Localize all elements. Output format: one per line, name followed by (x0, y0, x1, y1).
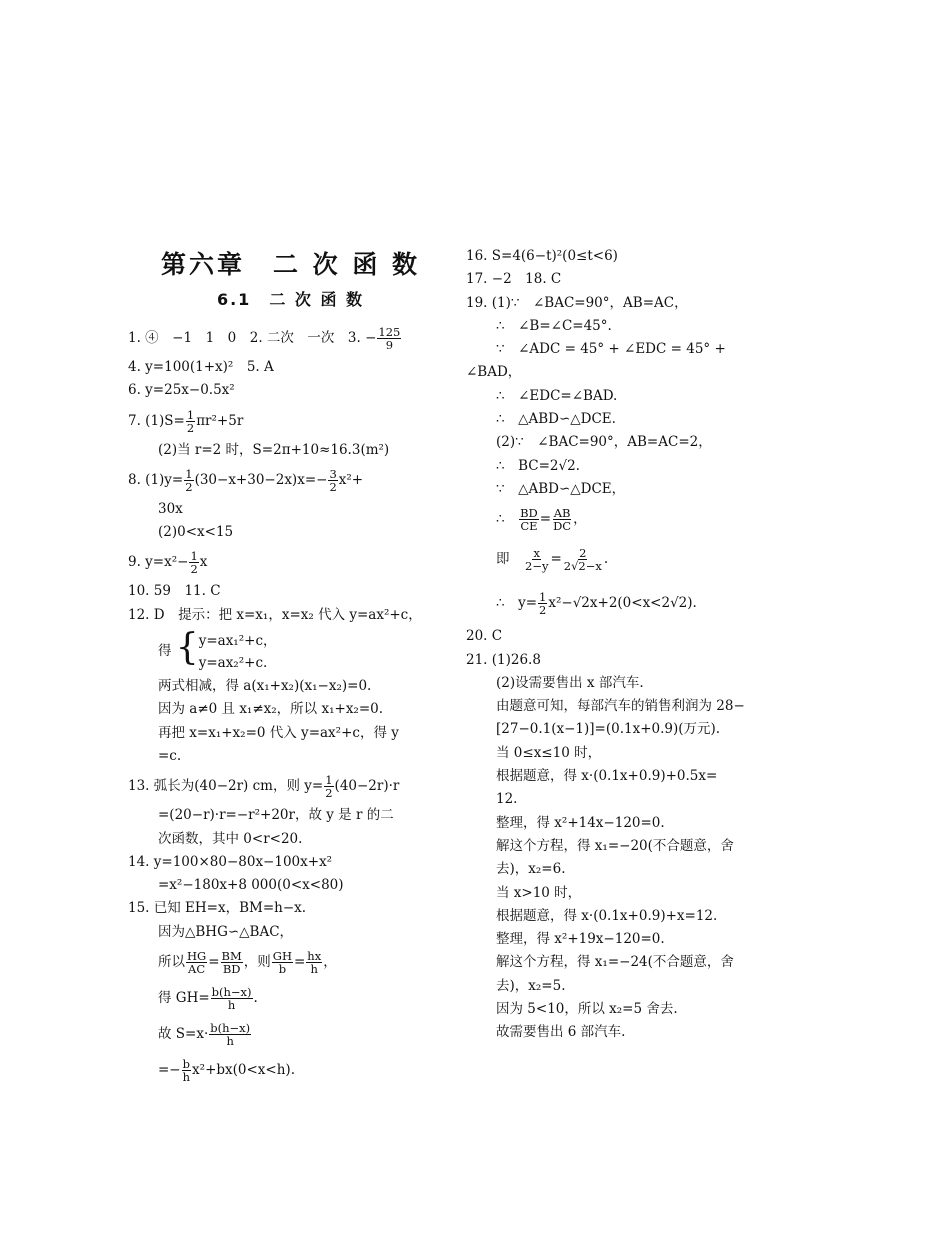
answer-line: 整理，得 x²+19x−120=0. (496, 931, 665, 948)
answer-line: (2)∵ ∠BAC=90°，AB=AC=2， (496, 434, 712, 451)
answer-line: 15. 已知 EH=x，BM=h−x. (128, 900, 307, 917)
answer-line: 8. (1)y= $\frac{1}{2}$ (30−x+30−2x)x=− $\frac{3}{2}$ x²+ (128, 466, 364, 494)
answer-line: 30x (158, 500, 183, 517)
answer-line: 14. y=100×80−80x−100x+x² (128, 853, 333, 870)
answer-line: ∴ BC=2√2. (496, 457, 580, 474)
answer-line: 因为 5<10，所以 x₂=5 舍去. (496, 1001, 678, 1018)
answer-line: 21. (1)26.8 (466, 651, 541, 668)
answer-line: =c. (158, 747, 182, 764)
answer-line: 当 x>10 时， (496, 884, 582, 901)
answer-line: 次函数，其中 0<r<20. (158, 830, 303, 847)
answer-line: 12. D 提示：把 x=x₁，x=x₂ 代入 y=ax²+c， (128, 606, 422, 623)
answer-line: ∴ $\frac{BD}{CE}$ = $\frac{AB}{DC}$ ， (496, 506, 587, 534)
answer-line: 12. (496, 791, 518, 808)
answer-line: ∵ △ABD∽△DCE， (496, 480, 626, 497)
answer-line: ∵ ∠ADC = 45° + ∠EDC = 45° + (496, 341, 726, 358)
answer-line: ∴ △ABD∽△DCE. (496, 411, 616, 428)
answer-line: 20. C (466, 628, 503, 645)
answer-line: 10. 59 11. C (128, 583, 221, 600)
section-title: 6.1 二 次 函 数 (216, 290, 365, 309)
answer-line: 1. ④ −1 1 0 2. 二次 一次 3. − $\frac{125}{9}$ (128, 324, 401, 352)
answer-line: 17. −2 18. C (466, 271, 562, 288)
right-column (466, 245, 792, 1045)
answer-line: 4. y=100(1+x)² 5. A (128, 359, 274, 375)
answer-line: 得 GH= $\frac{b(h-x)}{h}$ . (158, 984, 258, 1013)
answer-line: 6. y=25x−0.5x² (128, 382, 235, 399)
answer-line: ∴ ∠EDC=∠BAD. (496, 387, 618, 404)
answer-line: =x²−180x+8 000(0<x<80) (158, 877, 344, 894)
answer-line: [27−0.1(x−1)]=(0.1x+0.9)(万元). (496, 721, 721, 738)
answer-line: (2)0<x<15 (158, 524, 234, 541)
answer-line: 16. S=4(6−t)²(0≤t<6) (466, 248, 618, 264)
equation-system: 得 { y=ax₁²+c， y=ax₂²+c. (128, 627, 453, 675)
answer-line: 因为 a≠0 且 x₁≠x₂，所以 x₁+x₂=0. (158, 701, 384, 718)
answer-line: 9. y=x²− $\frac{1}{2}$ x (128, 549, 208, 577)
left-brace: { (175, 626, 199, 668)
answer-line: 去)，x₂=5. (496, 977, 566, 994)
left-column (128, 245, 453, 1088)
answer-line: 解这个方程，得 x₁=−20(不合题意，舍 (496, 837, 734, 854)
answer-line: =(20−r)·r=−r²+20r，故 y 是 r 的二 (158, 807, 394, 824)
answer-line: 再把 x=x₁+x₂=0 代入 y=ax²+c，得 y (158, 724, 399, 741)
answer-line: ∴ ∠B=∠C=45°. (496, 317, 612, 334)
answer-line: 根据题意，得 x·(0.1x+0.9)+0.5x= (496, 768, 718, 785)
answer-line: 解这个方程，得 x₁=−24(不合题意，舍 (496, 954, 734, 971)
answer-line: =− $\frac{b}{h}$ x²+bx(0<x<h). (158, 1056, 295, 1085)
answer-line: 故 S=x· $\frac{b(h-x)}{h}$ (158, 1020, 251, 1049)
answer-line: 13. 弧长为(40−2r) cm，则 y= $\frac{1}{2}$ (40−2r)·r (128, 773, 400, 801)
answer-line: 两式相减，得 a(x₁+x₂)(x₁−x₂)=0. (158, 678, 372, 695)
answer-line: 即 $\frac{x}{2-y}$ = $\frac{2}{2√2-x}$ . (496, 546, 609, 574)
answer-line: 由题意可知，每部汽车的销售利润为 28− (496, 698, 745, 715)
answer-line: (2)当 r=2 时，S=2π+10≈16.3(m²) (158, 441, 390, 458)
answer-line: 当 0≤x≤10 时， (496, 744, 602, 761)
answer-line: (2)设需要售出 x 部汽车. (496, 674, 644, 691)
answer-line: 去)，x₂=6. (496, 861, 566, 878)
chapter-title: 第六章 二 次 函 数 (160, 250, 421, 279)
answer-line: 整理，得 x²+14x−120=0. (496, 814, 665, 831)
answer-line: 根据题意，得 x·(0.1x+0.9)+x=12. (496, 907, 718, 924)
answer-line: 所以 $\frac{HG}{AC}$ = $\frac{BM}{BD}$ ，则 $\frac{GH}{b}$ = $\frac{hx}{h}$ ， (158, 948, 337, 977)
answer-line: 故需要售出 6 部汽车. (496, 1024, 626, 1041)
answer-line: ∠BAD， (466, 364, 522, 381)
answer-line: ∴ y= $\frac{1}{2}$ x²−√2x+2(0<x<2√2). (496, 590, 697, 618)
answer-line: 19. (1)∵ ∠BAC=90°，AB=AC， (466, 294, 688, 311)
answer-line: 因为△BHG∽△BAC， (158, 923, 294, 940)
answer-line: 7. (1)S= $\frac{1}{2}$ πr²+5r (128, 407, 244, 435)
